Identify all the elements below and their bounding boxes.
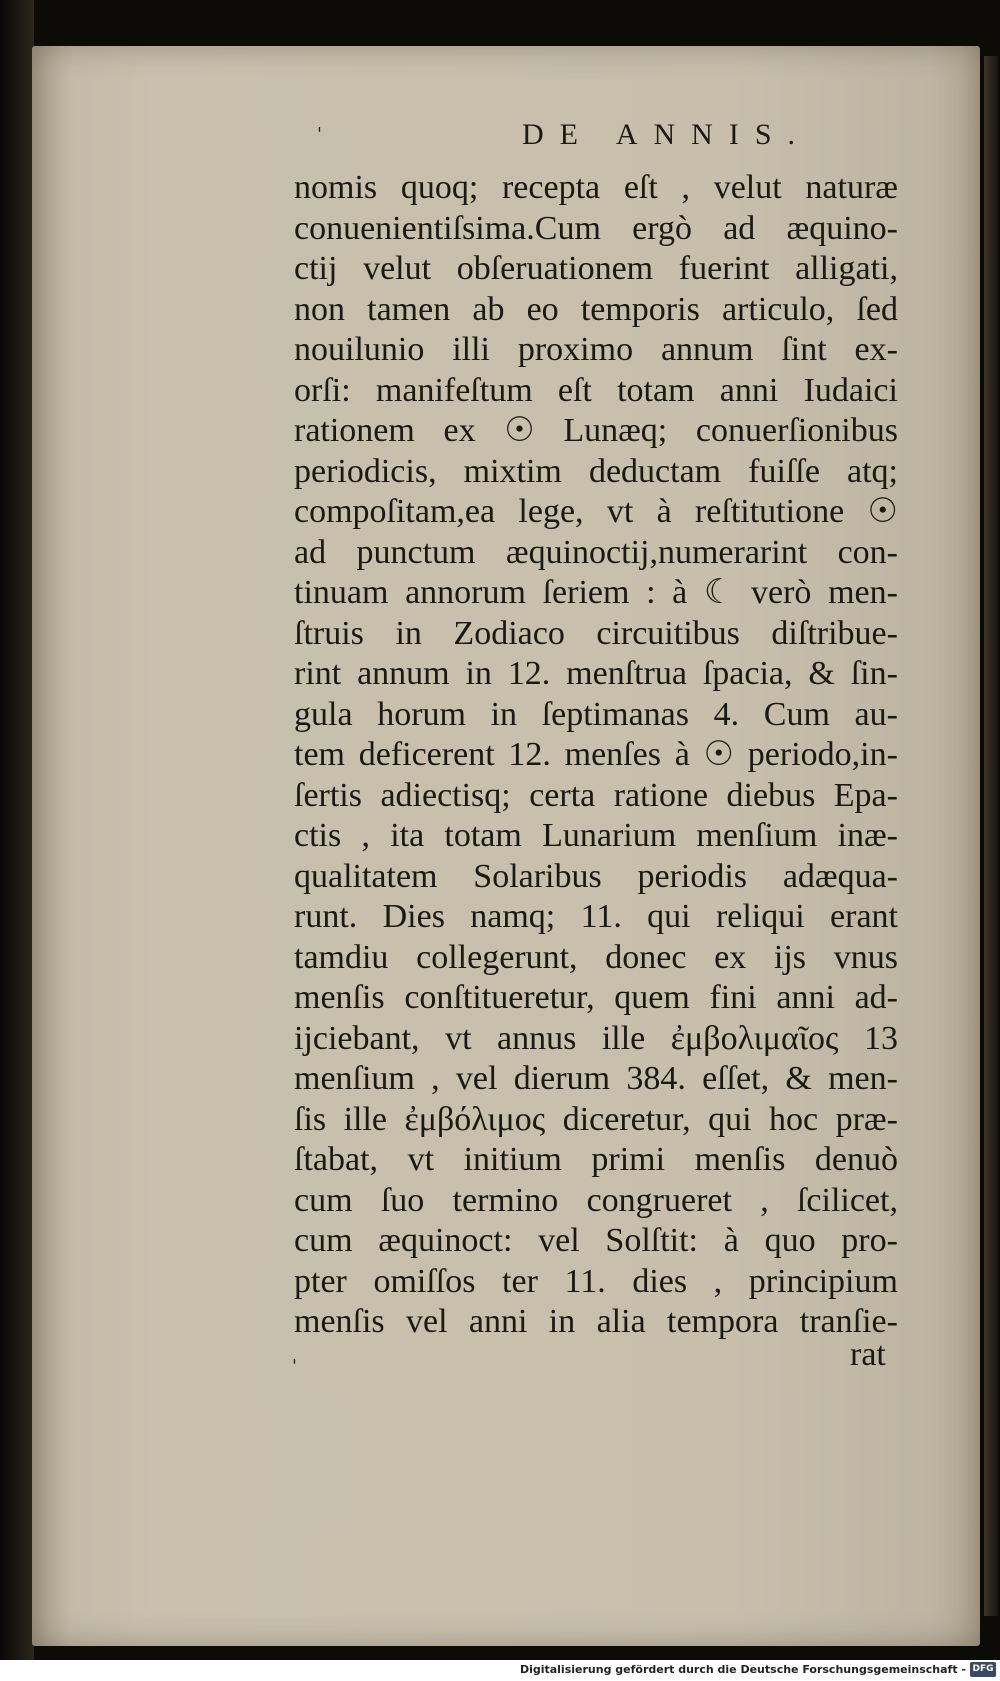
text-line: tinuam annorum ſeriem : à ☾ verò men- (294, 574, 898, 611)
footer-bar (0, 1660, 1000, 1681)
text-line: cum ſuo termino congrueret , ſcilicet, (294, 1181, 898, 1219)
text-line: ctij velut obſeruationem fuerint alligati, (294, 250, 898, 287)
text-line: conuenientiſsima.Cum ergò ad æquino- (294, 209, 898, 247)
text-line: runt. Dies namq; 11. qui reliqui erant (294, 898, 898, 935)
text-line: ſertis adiectisq; certa ratione diebus Epa- (294, 776, 898, 814)
text-line: qualitatem Solaribus periodis adæqua- (294, 857, 898, 895)
text-line: nomis quoq; recepta eſt , velut naturæ (294, 169, 898, 206)
text-line: ſtruis in Zodiaco circuitibus diſtribue- (294, 614, 898, 652)
text-line: rationem ex ☉ Lunæq; conuerſionibus (294, 412, 898, 449)
text-line: cum æquinoct: vel Solſtit: à quo pro- (294, 1222, 898, 1259)
text-line: compoſitam,ea lege, vt à reſtitutione ☉ (294, 493, 898, 530)
text-line: ctis , ita totam Lunarium menſium inæ- (294, 817, 898, 854)
text-line: pter omiſſos ter 11. dies , principium (294, 1262, 898, 1300)
text-line: tem deficerent 12. menſes à ☉ periodo,in- (294, 736, 898, 773)
text-line: tamdiu collegerunt, donec ex ijs vnus (294, 938, 898, 976)
text-line: rint annum in 12. menſtrua ſpacia, & ſin- (294, 655, 898, 692)
text-block (294, 168, 898, 1343)
text-line: periodicis, mixtim deductam fuiſſe atq; (294, 452, 898, 490)
footer-credit: Digitalisierung gefördert durch die Deutsche Forschungsgemeinschaft - (519, 1663, 966, 1676)
page-edge (984, 56, 998, 1616)
dfg-logo: DFG (970, 1662, 996, 1677)
book-page (32, 46, 980, 1646)
text-line: nouilunio illi proximo annum ſint ex- (294, 331, 898, 368)
text-line: ad punctum æquinoctij,numerarint con- (294, 533, 898, 571)
text-line: menſis conſtitueretur, quem fini anni ad- (294, 979, 898, 1016)
text-line: menſis vel anni in alia tempora tranſie- (294, 1303, 898, 1340)
text-line: ijciebant, vt annus ille ἐμβολιμαῖος 13 (294, 1019, 898, 1057)
text-line: gula horum in ſeptimanas 4. Cum au- (294, 695, 898, 733)
text-line: menſium , vel dierum 384. eſſet, & men- (294, 1060, 898, 1097)
text-line: orſi: manifeſtum eſt totam anni Iudaici (294, 371, 898, 409)
book-spine (0, 0, 34, 1660)
running-head-title: DE ANNIS. (522, 118, 812, 151)
text-line: ſis ille ἐμβόλιμος diceretur, qui hoc præ- (294, 1100, 898, 1138)
bottom-mark: ' (292, 1356, 297, 1377)
folio-mark: ' (317, 124, 322, 145)
text-line: non tamen ab eo temporis articulo, ſed (294, 290, 898, 328)
running-head (32, 118, 980, 158)
text-line: ſtabat, vt initium primi menſis denuò (294, 1141, 898, 1178)
catchword: rat (850, 1336, 886, 1373)
